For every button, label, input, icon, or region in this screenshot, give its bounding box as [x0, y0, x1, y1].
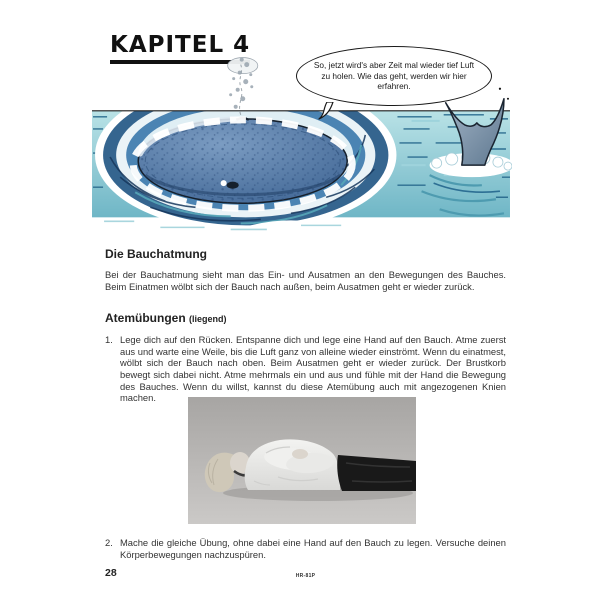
- hands-on-belly: [292, 449, 308, 459]
- section-heading-bauchatmung: Die Bauchatmung: [105, 247, 208, 261]
- item-text: Lege dich auf den Rücken. Entspanne dich und lege eine Hand auf den Bauch. Atme zuerst aus und warte eine Weile, bis die Luft ganz von alleine wieder einströmt. Wenn du einatmest, wölbt sich der Bauch nach oben. Beim Ausatmen geht er wieder zurück. Der Brustkorb bewegt sich dabei nicht. Atme mehrmals ein und aus und fühle mit der Hand die Bewegung des Bauches. Wenn du willst, kannst du diese Atemübung auch mit angezogenen Knien machen.: [120, 334, 506, 404]
- bauchatmung-paragraph: Bei der Bauchatmung sieht man das Ein- und Ausatmen an den Bewegungen des Bauches. Beim Einatmen wölbt sich der Bauch nach außen, beim Ausatmen geht er wieder zurück.: [105, 269, 506, 292]
- photo-child-lying-on-back: [188, 397, 416, 524]
- exercise-item-2: [105, 537, 506, 560]
- speech-bubble-tail: [318, 102, 338, 120]
- whale-flipper: [227, 182, 239, 189]
- speech-bubble: [296, 46, 492, 106]
- item-text: Mache die gleiche Übung, ohne dabei eine Hand auf den Bauch zu legen. Versuche deinen Körperbewegungen nachzuspüren.: [120, 537, 506, 560]
- page-number: 28: [105, 567, 117, 579]
- print-code: HR-81P: [295, 573, 316, 579]
- chapter-title: KAPITEL 4: [110, 33, 250, 64]
- item-number: 2.: [105, 537, 113, 548]
- exercise-item-1: [105, 334, 506, 404]
- exercise-photo: [188, 397, 416, 524]
- item-number: 1.: [105, 334, 113, 345]
- speech-bubble-text: So, jetzt wird's aber Zeit mal wieder tief Luft zu holen. Wie das geht, werden wir hier erfahren.: [313, 59, 475, 92]
- water-spout-icon: [228, 58, 258, 115]
- pants: [337, 455, 416, 491]
- heading-note: (liegend): [189, 314, 227, 324]
- section-heading-atemuebungen: Atemübungen (liegend): [105, 311, 227, 325]
